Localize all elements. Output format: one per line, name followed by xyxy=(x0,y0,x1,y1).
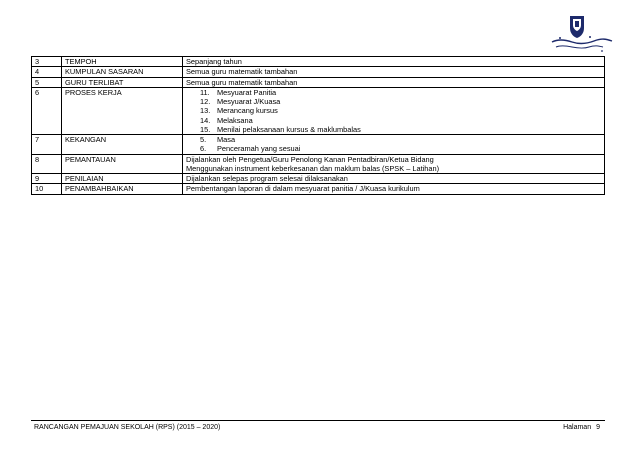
list-item-number: 15. xyxy=(200,124,211,134)
table-row xyxy=(32,77,605,87)
list-item-text: Melaksana xyxy=(217,115,253,125)
list-item-number: 6. xyxy=(200,144,207,154)
row-item: KUMPULAN SASARAN xyxy=(62,67,183,77)
school-crest-icon xyxy=(550,14,614,54)
footer-title: RANCANGAN PEMAJUAN SEKOLAH (RPS) (2015 – 2020) xyxy=(34,424,221,431)
list-item-text: Mesyuarat Panitia xyxy=(217,87,277,97)
row-item: PROSES KERJA xyxy=(62,87,183,134)
list-item-number: 13. xyxy=(200,106,211,116)
row-number: 8 xyxy=(32,154,62,174)
row-number: 9 xyxy=(32,174,62,184)
list-item-number: 5. xyxy=(200,135,207,144)
table-row xyxy=(32,67,605,77)
description-line: Dijalankan oleh Pengetua/Guru Penolong Kanan Pentadbiran/Ketua Bidang xyxy=(186,154,434,164)
page-label: Halaman xyxy=(563,424,592,431)
table-row xyxy=(32,184,605,194)
numbered-list xyxy=(186,88,601,134)
row-description xyxy=(183,87,605,134)
description-line: Semua guru matematik tambahan xyxy=(186,77,298,87)
row-item: KEKANGAN xyxy=(62,135,183,155)
row-number: 7 xyxy=(32,135,62,155)
list-item-number: 11. xyxy=(200,87,210,97)
rps-table xyxy=(31,56,605,195)
list-item xyxy=(186,144,601,153)
row-number: 4 xyxy=(32,67,62,77)
list-item xyxy=(186,88,601,97)
row-item: TEMPOH xyxy=(62,57,183,67)
row-item: PENAMBAHBAIKAN xyxy=(62,184,183,194)
table-row xyxy=(32,57,605,67)
list-item xyxy=(186,116,601,125)
description-line: Menggunakan instrument keberkesanan dan maklum balas (SPSK – Latihan) xyxy=(186,163,440,173)
table-row xyxy=(32,135,605,155)
list-item xyxy=(186,106,601,115)
row-item: GURU TERLIBAT xyxy=(62,77,183,87)
list-item xyxy=(186,135,601,144)
description-line: Sepanjang tahun xyxy=(186,57,242,66)
page-indicator xyxy=(563,424,600,431)
footer-rule xyxy=(31,420,605,421)
row-number: 5 xyxy=(32,77,62,87)
table-row xyxy=(32,174,605,184)
list-item xyxy=(186,97,601,106)
row-item: PEMANTAUAN xyxy=(62,154,183,174)
list-item-text: Menilai pelaksanaan kursus & maklumbalas xyxy=(217,124,361,134)
row-item: PENILAIAN xyxy=(62,174,183,184)
row-description xyxy=(183,135,605,155)
list-item-number: 12. xyxy=(200,97,211,106)
list-item-number: 14. xyxy=(200,115,211,125)
row-number: 3 xyxy=(32,57,62,67)
row-number: 6 xyxy=(32,87,62,134)
description-line: Pembentangan laporan di dalam mesyuarat panitia / J/Kuasa kurikulum xyxy=(186,184,420,194)
list-item-text: Masa xyxy=(217,135,236,144)
table-row xyxy=(32,154,605,174)
table-row xyxy=(32,87,605,134)
list-item-text: Penceramah yang sesuai xyxy=(217,144,301,154)
numbered-list xyxy=(186,135,601,154)
row-description xyxy=(183,174,605,184)
row-description xyxy=(183,154,605,174)
row-description xyxy=(183,184,605,194)
page-number: 9 xyxy=(596,424,600,431)
description-line: Dijalankan selepas program selesai dilaksanakan xyxy=(186,174,348,183)
row-description xyxy=(183,67,605,77)
school-crest-logo xyxy=(550,14,614,54)
list-item-text: Merancang kursus xyxy=(217,106,278,116)
description-line: Semua guru matematik tambahan xyxy=(186,67,298,77)
list-item xyxy=(186,125,601,134)
row-description xyxy=(183,77,605,87)
row-number: 10 xyxy=(32,184,62,194)
row-description xyxy=(183,57,605,67)
list-item-text: Mesyuarat J/Kuasa xyxy=(217,97,281,106)
